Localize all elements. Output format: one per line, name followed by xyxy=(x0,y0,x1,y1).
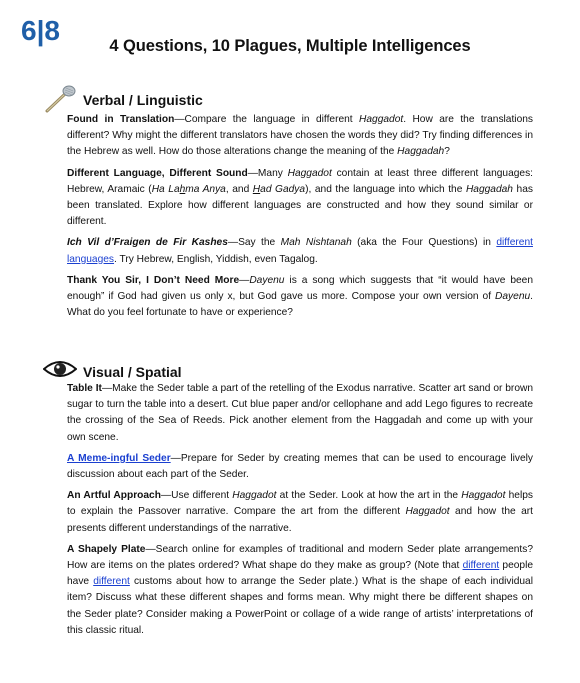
activity-title: Found in Translation xyxy=(67,114,175,125)
activity-ich-vil: Ich Vil d’Fraigen de Fir Kashes—Say the Mah Nishtanah (aka the Four Questions) in different languages. Try Hebrew, English, Yiddish, even Tagalog. xyxy=(67,237,533,265)
activity-thank-you-sir: Thank You Sir, I Don’t Need More—Dayenu is a song which suggests that “it would have been enough” if God had given us only x, but God gave us more. Compose your own version of Dayenu. What do you feel fortunate to have or experience? xyxy=(67,274,534,319)
meme-ingful-seder-link[interactable]: A Meme-ingful Seder xyxy=(67,452,171,464)
activity-title: An Artful Approach xyxy=(67,490,161,502)
activity-title: Ich Vil d’Fraigen de Fir Kashes xyxy=(67,237,228,249)
different-languages-link[interactable]: different languages xyxy=(67,237,533,265)
logo-text: 6|8 xyxy=(21,15,60,46)
microphone-icon xyxy=(43,85,77,113)
different-link-2[interactable]: different xyxy=(93,576,130,588)
activity-found-in-translation: Found in Translation—Compare the language in different Haggadot. How are the translations different? Why might the different translators have chosen the words they did? Try finding differences in the Hebrew as well. How do those alterations change the meaning of the Haggadah? xyxy=(67,114,533,158)
activity-meme-ingful-seder: A Meme-ingful Seder—Prepare for Seder by creating memes that can be used to encourage lively discussion about each part of the Seder. xyxy=(67,452,533,481)
section-visual-spatial xyxy=(43,359,533,644)
section-header xyxy=(43,359,533,381)
section-title: Verbal / Linguistic xyxy=(83,92,203,108)
activity-title: A Shapely Plate xyxy=(67,543,146,555)
section-verbal-linguistic xyxy=(43,85,533,326)
section-title: Visual / Spatial xyxy=(83,364,182,380)
page-title: 4 Questions, 10 Plagues, Multiple Intelligences xyxy=(109,37,471,55)
activity-artful-approach: An Artful Approach—Use different Haggadot at the Seder. Look at how the art in the Haggadot helps to explain the Passover narrative. Compare the art from the different Haggadot and how the art presents different understandings of the narrative. xyxy=(67,490,533,534)
different-link-1[interactable]: different xyxy=(462,560,500,572)
eye-icon xyxy=(43,358,77,380)
activity-title: Thank You Sir, I Don’t Need More xyxy=(67,274,240,286)
activity-shapely-plate: A Shapely Plate—Search online for examples of traditional and modern Seder plate arrangements? How are items on the plates ordered? What shape do they make as group? (Note that different people have different customs about how to arrange the Seder plate.) What is the shape of each individual item? Discuss what these different shapes and forms mean. Why might there be different shapes on the Seder plate? Consider making a PowerPoint or collage of a wide range of artists’ interpretations of this classic ritual. xyxy=(67,543,533,636)
activity-different-language: Different Language, Different Sound—Many Haggadot contain at least three different languages: Hebrew, Aramaic (Ha Lahma Anya, and Had Gadya), and the language into which the Haggadah has been translated. Explore how different languages are constructed and how they sound similar or different. xyxy=(67,167,534,228)
section-header xyxy=(43,85,533,111)
activity-title: Table It xyxy=(67,383,102,394)
activity-table-it: Table It—Make the Seder table a part of the retelling of the Exodus narrative. Scatter art sand or brown sugar to turn the table into a desert. Cut blue paper and/or cellophane and add Lego figures to recreate the crossing of the Sea of Reeds. Pick another element from the Haggadah and come up with your own scene. xyxy=(67,383,534,443)
activity-title: Different Language, Different Sound xyxy=(67,167,248,179)
